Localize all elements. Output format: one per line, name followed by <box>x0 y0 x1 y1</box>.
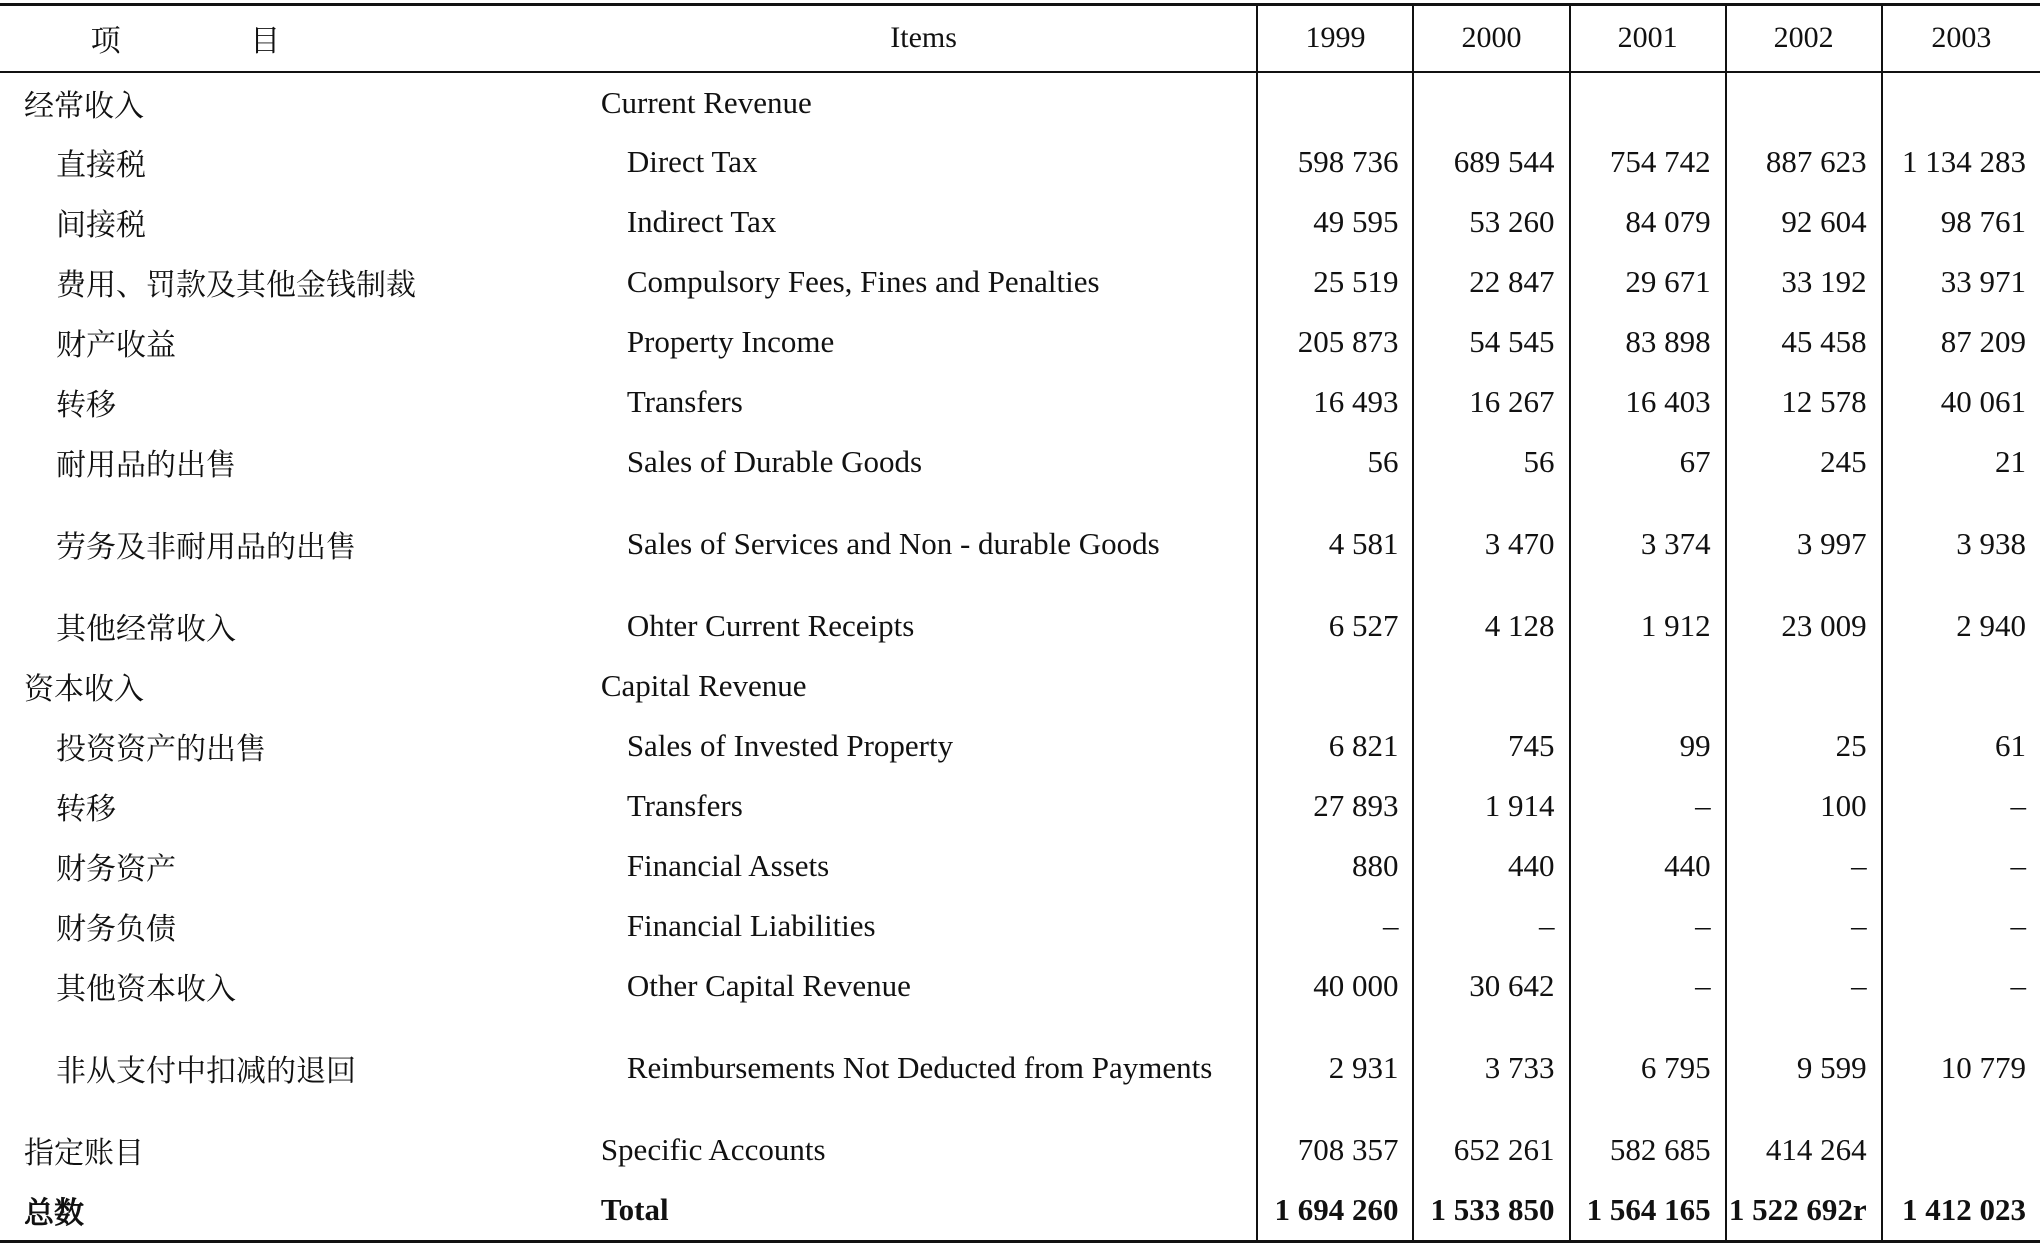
cell-2003: 3 938 <box>1882 492 2040 596</box>
cell-2002: 414 264 <box>1726 1120 1882 1180</box>
table-row <box>0 432 2040 492</box>
cell-2001: 440 <box>1570 836 1726 896</box>
cell-2000: 689 544 <box>1413 132 1569 192</box>
cell-2001: 99 <box>1570 716 1726 776</box>
table-row <box>0 956 2040 1016</box>
cell-2002: 1 522 692r <box>1726 1180 1882 1240</box>
row-label-en: Direct Tax <box>626 144 758 179</box>
row-label-zh: 财务资产 <box>56 852 176 887</box>
cell-2002: – <box>1726 896 1882 956</box>
row-label-en: Capital Revenue <box>600 668 807 703</box>
cell-2000: 3 733 <box>1413 1016 1569 1120</box>
row-label-zh: 劳务及非耐用品的出售 <box>56 530 356 565</box>
cell-2003: – <box>1882 836 2040 896</box>
total-row <box>0 1180 2040 1240</box>
cell-1999: 4 581 <box>1257 492 1413 596</box>
row-label-zh: 总数 <box>24 1196 84 1231</box>
cell-2002: 33 192 <box>1726 252 1882 312</box>
row-label-en: Transfers <box>626 788 743 823</box>
table-row <box>0 192 2040 252</box>
row-label-en: Total <box>600 1192 669 1227</box>
cell-2003: 1 134 283 <box>1882 132 2040 192</box>
cell-1999: 56 <box>1257 432 1413 492</box>
cell-1999: 2 931 <box>1257 1016 1413 1120</box>
cell-2001: – <box>1570 956 1726 1016</box>
table-row <box>0 72 2040 132</box>
cell-2001: 83 898 <box>1570 312 1726 372</box>
cell-1999: 40 000 <box>1257 956 1413 1016</box>
cell-2000: 440 <box>1413 836 1569 896</box>
row-label-zh: 间接税 <box>56 208 146 243</box>
row-label-zh: 其他资本收入 <box>56 972 236 1007</box>
cell-2000: 3 470 <box>1413 492 1569 596</box>
cell-2002: 9 599 <box>1726 1016 1882 1120</box>
cell-2001: – <box>1570 896 1726 956</box>
cell-1999: 16 493 <box>1257 372 1413 432</box>
cell-1999: 6 527 <box>1257 596 1413 656</box>
cell-2000: 1 914 <box>1413 776 1569 836</box>
cell-1999: – <box>1257 896 1413 956</box>
cell-2003: – <box>1882 896 2040 956</box>
row-label-zh: 费用、罚款及其他金钱制裁 <box>56 268 416 303</box>
header-year-1999: 1999 <box>1257 5 1413 72</box>
table-row <box>0 896 2040 956</box>
row-label-zh: 转移 <box>56 388 116 423</box>
row-label-en: Financial Assets <box>626 848 830 883</box>
row-label-en: Ohter Current Receipts <box>626 608 915 643</box>
cell-2002 <box>1726 72 1882 132</box>
row-label-en: Transfers <box>626 384 743 419</box>
row-label-en: Financial Liabilities <box>626 908 876 943</box>
cell-2003: 61 <box>1882 716 2040 776</box>
cell-1999: 1 694 260 <box>1257 1180 1413 1240</box>
cell-2003: 21 <box>1882 432 2040 492</box>
table-row <box>0 1120 2040 1180</box>
cell-2002: 100 <box>1726 776 1882 836</box>
row-label-en: Sales of Durable Goods <box>626 444 923 479</box>
cell-2003 <box>1882 656 2040 716</box>
table-row <box>0 132 2040 192</box>
cell-2003: 87 209 <box>1882 312 2040 372</box>
table-row <box>0 836 2040 896</box>
revenue-table <box>0 5 2040 1240</box>
row-label-en: Other Capital Revenue <box>626 968 911 1003</box>
row-label-en: Reimbursements Not Deducted from Payments <box>626 1050 1213 1085</box>
row-label-zh: 财务负债 <box>56 912 176 947</box>
cell-1999: 880 <box>1257 836 1413 896</box>
cell-2002: 3 997 <box>1726 492 1882 596</box>
cell-2003: – <box>1882 776 2040 836</box>
row-label-zh: 经常收入 <box>24 88 144 124</box>
cell-2000: 53 260 <box>1413 192 1569 252</box>
cell-2003: 10 779 <box>1882 1016 2040 1120</box>
cell-2000: 4 128 <box>1413 596 1569 656</box>
cell-1999: 205 873 <box>1257 312 1413 372</box>
cell-2003: 40 061 <box>1882 372 2040 432</box>
table-row <box>0 656 2040 716</box>
cell-2000 <box>1413 656 1569 716</box>
table-row <box>0 776 2040 836</box>
cell-2001: 1 912 <box>1570 596 1726 656</box>
header-item-en: Items <box>591 5 1258 72</box>
cell-2000: 745 <box>1413 716 1569 776</box>
cell-2002: – <box>1726 956 1882 1016</box>
row-label-en: Sales of Invested Property <box>626 728 954 763</box>
row-label-zh: 投资资产的出售 <box>56 732 266 767</box>
cell-2001: 3 374 <box>1570 492 1726 596</box>
cell-2002: 887 623 <box>1726 132 1882 192</box>
row-label-zh: 非从支付中扣减的退回 <box>56 1054 356 1089</box>
cell-1999: 6 821 <box>1257 716 1413 776</box>
cell-2001: 29 671 <box>1570 252 1726 312</box>
cell-2001: 754 742 <box>1570 132 1726 192</box>
row-label-en: Compulsory Fees, Fines and Penalties <box>626 264 1100 299</box>
table-row <box>0 372 2040 432</box>
header-year-2003: 2003 <box>1882 5 2040 72</box>
cell-1999: 27 893 <box>1257 776 1413 836</box>
cell-1999: 708 357 <box>1257 1120 1413 1180</box>
table-row <box>0 596 2040 656</box>
cell-2002: 45 458 <box>1726 312 1882 372</box>
row-label-zh: 指定账目 <box>24 1136 144 1171</box>
table-row <box>0 252 2040 312</box>
row-label-zh: 耐用品的出售 <box>56 448 236 483</box>
row-label-zh: 其他经常收入 <box>56 612 236 647</box>
cell-2000: – <box>1413 896 1569 956</box>
cell-2001: – <box>1570 776 1726 836</box>
header-row <box>0 5 2040 72</box>
cell-2001: 16 403 <box>1570 372 1726 432</box>
cell-2003: 1 412 023 <box>1882 1180 2040 1240</box>
row-label-zh: 资本收入 <box>24 672 144 707</box>
cell-2001: 6 795 <box>1570 1016 1726 1120</box>
cell-2002: – <box>1726 836 1882 896</box>
cell-2000: 54 545 <box>1413 312 1569 372</box>
row-label-en: Property Income <box>626 324 835 359</box>
cell-2003: – <box>1882 956 2040 1016</box>
cell-2001 <box>1570 72 1726 132</box>
cell-2000 <box>1413 72 1569 132</box>
cell-2003: 33 971 <box>1882 252 2040 312</box>
cell-2002: 92 604 <box>1726 192 1882 252</box>
row-label-zh: 转移 <box>56 792 116 827</box>
table-row <box>0 492 2040 596</box>
cell-2001: 67 <box>1570 432 1726 492</box>
row-label-zh: 直接税 <box>56 148 146 183</box>
table-row <box>0 1016 2040 1120</box>
cell-1999: 598 736 <box>1257 132 1413 192</box>
cell-2000: 30 642 <box>1413 956 1569 1016</box>
header-item-zh: 项 目 <box>0 5 591 72</box>
cell-2002: 25 <box>1726 716 1882 776</box>
row-label-en: Indirect Tax <box>626 204 777 239</box>
cell-2001: 582 685 <box>1570 1120 1726 1180</box>
cell-2003: 98 761 <box>1882 192 2040 252</box>
cell-2000: 16 267 <box>1413 372 1569 432</box>
row-label-en: Specific Accounts <box>600 1132 826 1167</box>
table-row <box>0 312 2040 372</box>
table-row <box>0 716 2040 776</box>
row-label-zh: 财产收益 <box>56 328 176 363</box>
cell-1999 <box>1257 656 1413 716</box>
cell-2000: 56 <box>1413 432 1569 492</box>
header-year-2000: 2000 <box>1413 5 1569 72</box>
cell-1999 <box>1257 72 1413 132</box>
cell-2002: 12 578 <box>1726 372 1882 432</box>
cell-2000: 22 847 <box>1413 252 1569 312</box>
cell-2003: 2 940 <box>1882 596 2040 656</box>
cell-2002 <box>1726 656 1882 716</box>
cell-2000: 652 261 <box>1413 1120 1569 1180</box>
cell-2001: 84 079 <box>1570 192 1726 252</box>
row-label-en: Current Revenue <box>600 84 812 120</box>
cell-2001 <box>1570 656 1726 716</box>
row-label-en: Sales of Services and Non - durable Goods <box>626 526 1160 561</box>
cell-1999: 25 519 <box>1257 252 1413 312</box>
header-year-2002: 2002 <box>1726 5 1882 72</box>
header-year-2001: 2001 <box>1570 5 1726 72</box>
cell-2003 <box>1882 72 2040 132</box>
cell-2000: 1 533 850 <box>1413 1180 1569 1240</box>
cell-2002: 23 009 <box>1726 596 1882 656</box>
cell-2001: 1 564 165 <box>1570 1180 1726 1240</box>
cell-2002: 245 <box>1726 432 1882 492</box>
table-bottom-rule <box>0 1240 2040 1243</box>
cell-2003 <box>1882 1120 2040 1180</box>
cell-1999: 49 595 <box>1257 192 1413 252</box>
